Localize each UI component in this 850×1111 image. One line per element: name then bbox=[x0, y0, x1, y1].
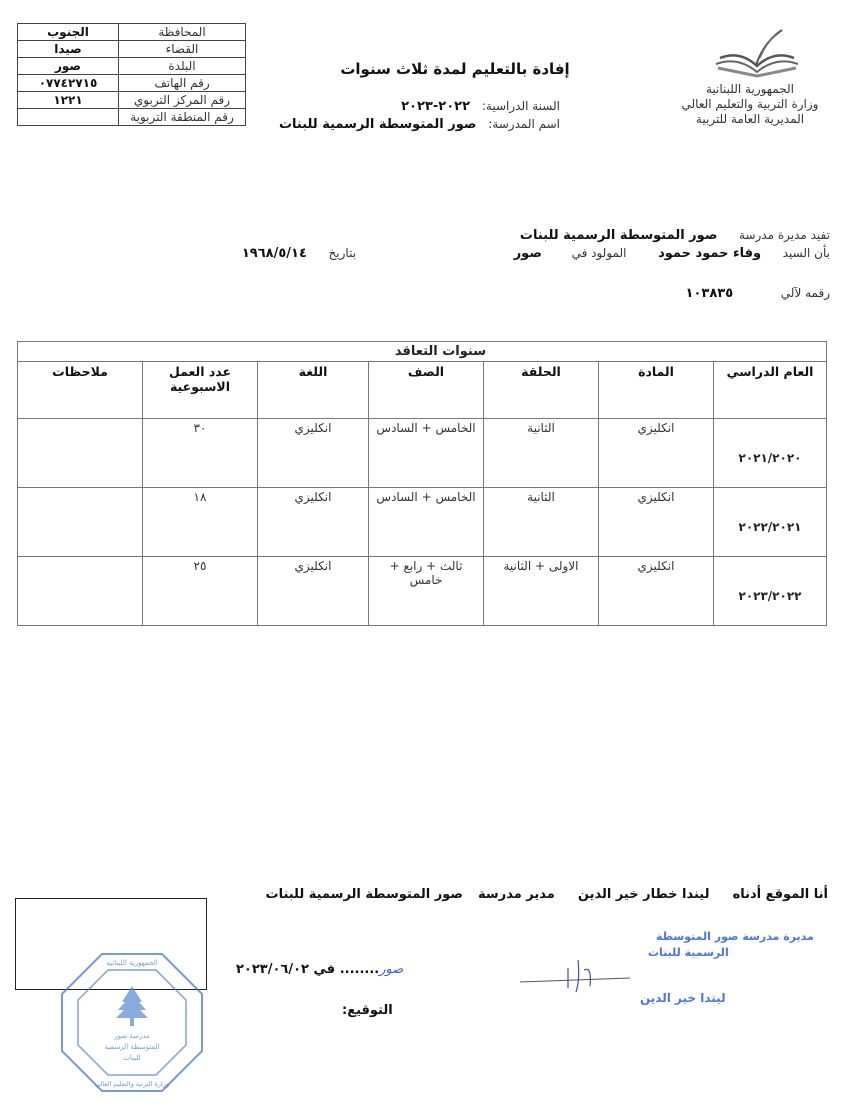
cell-weekly-hours: ٢٥ bbox=[143, 557, 258, 626]
info-row-town bbox=[18, 58, 246, 75]
declaration-line-id bbox=[686, 286, 830, 301]
birth-date-value: ١٩٦٨/٥/١٤ bbox=[241, 246, 307, 261]
cell-notes bbox=[18, 488, 143, 557]
stamp-text-ministry: وزارة التربية والتعليم العالي bbox=[94, 1080, 170, 1088]
place-dots: ........ bbox=[339, 962, 380, 977]
info-label: المحافظة bbox=[119, 24, 246, 41]
column-header-year: العام الدراسي bbox=[714, 362, 827, 419]
stamp-text-girls: للبنات bbox=[123, 1054, 141, 1062]
contract-years-table bbox=[17, 341, 827, 626]
blue-stamp-line-2: الرسمية للبنات bbox=[648, 946, 729, 959]
ministry-line-republic: الجمهورية اللبنانية bbox=[705, 82, 795, 96]
signer-name: ليندا خطار خير الدين bbox=[577, 887, 710, 902]
column-header-notes: ملاحظات bbox=[18, 362, 143, 419]
stamp-text-school: مدرسة صور bbox=[114, 1032, 150, 1040]
birth-date-label: بتاريخ bbox=[328, 246, 357, 260]
signer-school: صور المتوسطة الرسمية للبنات bbox=[265, 887, 463, 902]
declaration-line-school bbox=[520, 228, 830, 243]
ministry-line-directorate: المديرية العامة للتربية bbox=[695, 112, 805, 126]
date-prefix: في bbox=[313, 962, 336, 977]
signer-statement bbox=[266, 887, 829, 902]
cell-notes bbox=[18, 419, 143, 488]
info-label: البلدة bbox=[119, 58, 246, 75]
id-value: ١٠٣٨٣٥ bbox=[685, 286, 734, 301]
info-label: رقم الهاتف bbox=[119, 75, 246, 92]
cell-grade: الخامس + السادس bbox=[369, 488, 484, 557]
official-stamp-icon bbox=[58, 950, 206, 1095]
cell-year: ٢٠٢٣/٢٠٢٢ bbox=[714, 557, 827, 626]
blue-stamp-line-1: مديرة مدرسة صور المتوسطة bbox=[656, 930, 814, 943]
info-value: صور bbox=[18, 58, 119, 75]
column-header-grade: الصف bbox=[369, 362, 484, 419]
info-value: ٠٧٧٤٢٧١٥ bbox=[18, 75, 119, 92]
signature-date: ٢٠٢٣/٠٦/٠٢ bbox=[236, 962, 309, 977]
declaration-school-name: صور المتوسطة الرسمية للبنات bbox=[519, 228, 718, 243]
stamp-text-type: المتوسطة الرسمية bbox=[104, 1043, 160, 1051]
born-in-value: صور bbox=[513, 246, 542, 261]
info-label: القضاء bbox=[119, 41, 246, 58]
cell-subject: انكليزي bbox=[599, 557, 714, 626]
school-name-value: صور المتوسطة الرسمية للبنات bbox=[278, 117, 477, 132]
ministry-header bbox=[660, 82, 840, 127]
contract-group-title: سنوات التعاقد bbox=[18, 342, 827, 362]
declaration-line-person bbox=[242, 246, 830, 261]
info-value: صيدا bbox=[18, 41, 119, 58]
declaration-intro-label: تفيد مديرة مدرسة bbox=[739, 228, 830, 242]
cell-cycle: الثانية bbox=[484, 488, 599, 557]
info-row-education-center bbox=[18, 92, 246, 109]
cell-notes bbox=[18, 557, 143, 626]
signer-intro: أنا الموقع أدناه bbox=[732, 887, 828, 902]
born-in-label: المولود في bbox=[571, 246, 627, 260]
cell-language: انكليزي bbox=[258, 557, 369, 626]
column-header-weekly-hours: عدد العمل الاسبوعية bbox=[143, 362, 258, 419]
cell-weekly-hours: ٣٠ bbox=[143, 419, 258, 488]
table-row bbox=[18, 488, 827, 557]
column-header-subject: المادة bbox=[599, 362, 714, 419]
blue-stamp-line-3: ليندا خير الدين bbox=[640, 991, 726, 1005]
school-info-table bbox=[17, 23, 246, 126]
academic-year-value: ٢٠٢٢-٢٠٢٣ bbox=[401, 99, 471, 114]
id-label: رقمه لآلي bbox=[780, 286, 830, 300]
signature-scribble: ﺻﻮﺭ bbox=[379, 962, 404, 977]
cell-cycle: الثانية bbox=[484, 419, 599, 488]
table-row bbox=[18, 419, 827, 488]
principal-stamp-icon bbox=[480, 920, 814, 1012]
signature-date-line bbox=[236, 962, 403, 977]
column-header-cycle: الحلقة bbox=[484, 362, 599, 419]
info-label: رقم المركز التربوي bbox=[119, 92, 246, 109]
cell-grade: ثالث + رابع + خامس bbox=[369, 557, 484, 626]
cell-grade: الخامس + السادس bbox=[369, 419, 484, 488]
cell-subject: انكليزي bbox=[599, 488, 714, 557]
cell-year: ٢٠٢٢/٢٠٢١ bbox=[714, 488, 827, 557]
signer-role: مدير مدرسة bbox=[478, 887, 555, 902]
stamp-text-republic: الجمهورية اللبنانية bbox=[106, 959, 158, 967]
open-book-quill-icon bbox=[712, 28, 802, 80]
cell-language: انكليزي bbox=[258, 419, 369, 488]
school-name-label: اسم المدرسة: bbox=[488, 117, 560, 131]
cell-weekly-hours: ١٨ bbox=[143, 488, 258, 557]
academic-year-line bbox=[401, 99, 560, 114]
info-label: رقم المنطقة التربوية bbox=[119, 109, 246, 126]
column-header-language: اللغة bbox=[258, 362, 369, 419]
document-title: إفادة بالتعليم لمدة ثلاث سنوات bbox=[340, 60, 570, 78]
cell-subject: انكليزي bbox=[599, 419, 714, 488]
cell-language: انكليزي bbox=[258, 488, 369, 557]
info-value bbox=[18, 109, 119, 126]
info-value: الجنوب bbox=[18, 24, 119, 41]
ministry-line-ministry: وزارة التربية والتعليم العالي bbox=[681, 97, 819, 111]
table-row bbox=[18, 557, 827, 626]
info-row-district bbox=[18, 41, 246, 58]
table-header-row bbox=[18, 362, 827, 419]
person-label: بأن السيد bbox=[782, 246, 830, 260]
info-row-phone bbox=[18, 75, 246, 92]
info-value: ١٢٢١ bbox=[18, 92, 119, 109]
academic-year-label: السنة الدراسية: bbox=[481, 99, 560, 113]
school-name-line bbox=[279, 117, 560, 132]
info-row-governorate bbox=[18, 24, 246, 41]
cell-year: ٢٠٢١/٢٠٢٠ bbox=[714, 419, 827, 488]
signature-label: التوقيع: bbox=[342, 1003, 393, 1018]
info-row-education-region bbox=[18, 109, 246, 126]
cell-cycle: الاولى + الثانية bbox=[484, 557, 599, 626]
person-name: وفاء حمود حمود bbox=[658, 246, 762, 261]
